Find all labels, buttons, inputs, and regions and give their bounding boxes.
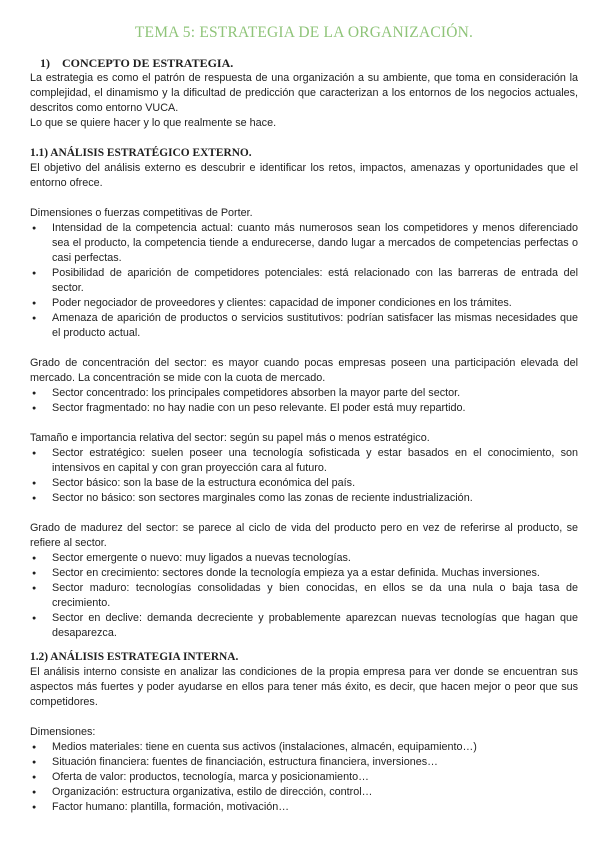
document-title: TEMA 5: ESTRATEGIA DE LA ORGANIZACIÓN. <box>134 24 474 41</box>
paragraph-estrategia-definition: La estrategia es como el patrón de respuesta de una organización a su ambiente, que toma en consideración la complejidad, el dinamismo y la dificultad de predicción que caracterizan a los entornos de los negocios actuales, descritos como entorno VUCA. <box>30 72 578 114</box>
list-item: ● Sector maduro: tecnologías consolidadas y bien conocidas, en ellos se da una nula o baja tasa de crecimiento. <box>30 581 578 611</box>
list-item: ● Situación financiera: fuentes de financiación, estructura financiera, inversiones… <box>30 755 578 770</box>
list-item: ● Sector estratégico: suelen poseer una tecnología sofisticada y estar basados en el conocimiento, son intensivos en capital y con gran proyección cara al futuro. <box>30 446 578 476</box>
list-item: ● Sector no básico: son sectores marginales como las zonas de reciente industrialización. <box>30 491 578 506</box>
list-item: ● Amenaza de aparición de productos o servicios sustitutivos: podrían satisfacer las mismas necesidades que el producto actual. <box>30 311 578 341</box>
list-item: ● Organización: estructura organizativa, estilo de dirección, control… <box>30 785 578 800</box>
section-heading-text: CONCEPTO DE ESTRATEGIA. <box>62 56 234 70</box>
list-concentracion <box>30 386 578 416</box>
list-item: ● Sector en declive: demanda decreciente y probablemente aparezcan nuevas tecnologías que hagan que desaparezca. <box>30 611 578 641</box>
section-number: 1) <box>40 56 50 70</box>
list-item: ● Poder negociador de proveedores y clientes: capacidad de imponer condiciones en los trámites. <box>30 296 578 311</box>
paragraph-interno-intro: El análisis interno consiste en analizar las condiciones de la propia empresa para ver donde se encuentran sus aspectos más fuertes y poder ayudarse en ellos para tener más éxito, es decir, que hacen mejor o peor que sus competidores. <box>30 666 578 708</box>
paragraph-externo-intro: El objetivo del análisis externo es descubrir e identificar los retos, impactos, amenazas y oportunidades que el entorno ofrece. <box>30 162 578 189</box>
paragraph-dimensiones-label: Dimensiones: <box>30 726 96 738</box>
list-item: ● Sector fragmentado: no hay nadie con un peso relevante. El poder está muy repartido. <box>30 401 578 416</box>
list-item: ● Sector concentrado: los principales competidores absorben la mayor parte del sector. <box>30 386 578 401</box>
section-heading-concepto <box>30 56 578 71</box>
list-item: ● Sector en crecimiento: sectores donde la tecnología empieza ya a estar definida. Muchas inversiones. <box>30 566 578 581</box>
paragraph-estrategia-summary: Lo que se quiere hacer y lo que realmente se hace. <box>30 117 277 129</box>
list-item: ● Factor humano: plantilla, formación, motivación… <box>30 800 578 815</box>
paragraph-concentracion: Grado de concentración del sector: es mayor cuando pocas empresas poseen una participación elevada del mercado. La concentración se mide con la cuota de mercado. <box>30 357 578 384</box>
paragraph-madurez: Grado de madurez del sector: se parece al ciclo de vida del producto pero en vez de referirse al producto, se refiere al sector. <box>30 522 578 549</box>
paragraph-porter-label: Dimensiones o fuerzas competitivas de Porter. <box>30 207 253 219</box>
list-item: ● Posibilidad de aparición de competidores potenciales: está relacionado con las barreras de entrada del sector. <box>30 266 578 296</box>
list-item: ● Sector emergente o nuevo: muy ligados a nuevas tecnologías. <box>30 551 578 566</box>
list-item: ● Oferta de valor: productos, tecnología, marca y posicionamiento… <box>30 770 578 785</box>
paragraph-tamano: Tamaño e importancia relativa del sector: según su papel más o menos estratégico. <box>30 432 430 444</box>
list-porter <box>30 221 578 341</box>
list-dimensiones <box>30 740 578 815</box>
subsection-heading-externo: 1.1) ANÁLISIS ESTRATÉGICO EXTERNO. <box>30 147 252 159</box>
list-madurez <box>30 551 578 641</box>
list-item: ● Sector básico: son la base de la estructura económica del país. <box>30 476 578 491</box>
subsection-heading-interno: 1.2) ANÁLISIS ESTRATEGIA INTERNA. <box>30 651 239 663</box>
list-item: ● Medios materiales: tiene en cuenta sus activos (instalaciones, almacén, equipamiento…) <box>30 740 578 755</box>
list-item: ● Intensidad de la competencia actual: cuanto más numerosos sean los competidores y menos diferenciado sea el producto, la competencia tiende a endurecerse, dando lugar a mercados de competencias perfectas o casi perfectas. <box>30 221 578 266</box>
list-tamano <box>30 446 578 506</box>
